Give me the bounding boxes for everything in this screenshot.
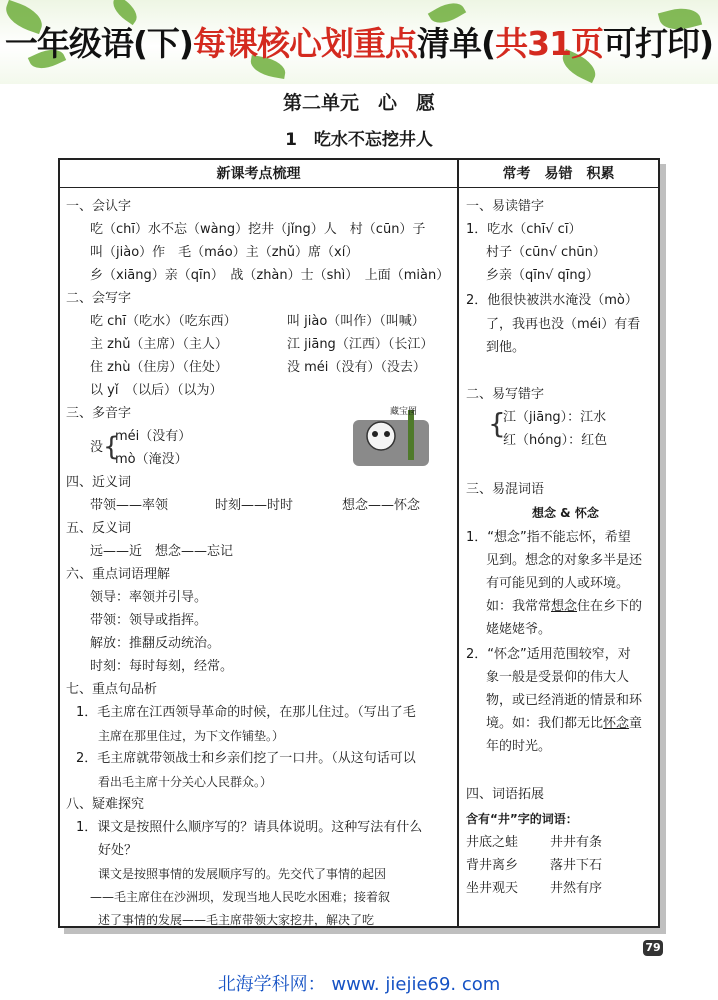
text-line: 主席在那里住过，为下文作铺垫。） xyxy=(98,729,285,743)
text-line: 想念——怀念 xyxy=(342,498,421,513)
text-line: 江 jiāng（江西）（长江） xyxy=(287,337,434,352)
text-line: 带领：领导或指挥。 xyxy=(90,613,208,628)
text-line: 没 méi（没有）（没去） xyxy=(287,360,426,375)
text-line: 见到。想念的对象多半是还 xyxy=(486,553,643,568)
text-line: 远——近 想念——忘记 xyxy=(90,544,234,559)
section-heading: 七、重点句品析 xyxy=(66,682,158,697)
text-line: 述了事情的发展——毛主席带领大家挖井，解决了吃 xyxy=(98,913,375,927)
text-line: 好处？ xyxy=(98,843,138,858)
text-line: 时刻：每时每刻，经常。 xyxy=(90,659,234,674)
section-heading: 三、易混词语 xyxy=(466,482,545,497)
footer-watermark: 北海学科网： www. jiejie69. com xyxy=(217,974,501,995)
text-line: ——毛主席住在沙洲坝，发现当地人民吃水困难；接着叙 xyxy=(90,890,391,904)
mascot-label: 藏宝图 xyxy=(390,407,418,417)
text-line: 如：我常常想念住在乡下的 xyxy=(486,599,643,614)
text-line: méi（没有） xyxy=(115,429,192,444)
section-heading: 二、会写字 xyxy=(66,291,132,306)
title-banner xyxy=(0,0,718,84)
text-line: 了，我再也没（méi）有看 xyxy=(486,317,641,332)
text-line: 红（hóng）：红色 xyxy=(503,433,608,448)
text-line: 主 zhǔ（主席）（主人） xyxy=(90,337,228,352)
polyphone-char: 没 xyxy=(90,440,104,455)
text-line: 解放：推翻反动统治。 xyxy=(90,636,221,651)
section-heading: 三、多音字 xyxy=(66,406,132,421)
text-line: 吃 chī（吃水）（吃东西） xyxy=(90,314,237,329)
section-heading: 四、近义词 xyxy=(66,475,132,490)
text-line: 井底之蛙 xyxy=(466,835,519,850)
character-face xyxy=(367,422,395,450)
text-line: 乡（xiāng）亲（qīn） 战（zhàn）士（shì） 上面（miàn） xyxy=(90,268,450,283)
text-line: 姥姥姥爷。 xyxy=(486,622,552,637)
text-line: 村子（cūn√ chūn） xyxy=(486,245,606,260)
text-line: 乡亲（qīn√ qīng） xyxy=(486,268,599,283)
brace-icon: { xyxy=(488,407,506,440)
mascot-illustration xyxy=(348,400,438,472)
unit-title: 第二单元 心 愿 xyxy=(282,92,435,114)
text-line: 有可能见到的人或环境。 xyxy=(486,576,630,591)
text-line: 井然有序 xyxy=(550,881,603,896)
section-heading: 五、反义词 xyxy=(66,521,132,536)
text-line: 1．吃水（chī√ cī） xyxy=(466,222,582,237)
text-line: 年的时光。 xyxy=(486,739,552,754)
text-line: 物，或已经消逝的情景和环 xyxy=(486,693,643,708)
text-line: 带领——率领 xyxy=(90,498,169,513)
text-line: 象一般是受景仰的伟大人 xyxy=(486,670,630,685)
text-line: 课文是按照事情的发展顺序写的。先交代了事情的起因 xyxy=(98,867,387,881)
text-line: 住 zhù（住房）（住处） xyxy=(90,360,228,375)
text-line: 1．“想念”指不能忘怀，希望 xyxy=(466,530,631,545)
text-line: 以 yǐ （以后）（以为） xyxy=(90,383,223,398)
subheading: 含有“井”字的词语： xyxy=(466,812,578,826)
section-heading: 六、重点词语理解 xyxy=(66,567,171,582)
column-divider xyxy=(457,158,459,928)
text-line: 1．毛主席在江西领导革命的时候，在那儿住过。（写出了毛 xyxy=(76,705,416,720)
right-column-header: 常考 易错 积累 xyxy=(459,160,658,188)
brace-icon: { xyxy=(103,432,120,462)
text-line: 领导：率领并引导。 xyxy=(90,590,208,605)
banner-title: 一年级语(下)每课核心划重点清单(共31页可打印) xyxy=(4,24,714,63)
left-column-header: 新课考点梳理 xyxy=(60,160,457,188)
section-heading: 四、词语拓展 xyxy=(466,787,545,802)
subheading: 想念 & 怀念 xyxy=(532,506,599,520)
section-heading: 一、易读错字 xyxy=(466,199,545,214)
text-line: 叫（jiào）作 毛（máo）主（zhǔ）席（xí） xyxy=(90,245,359,260)
text-line: 2．毛主席就带领战士和乡亲们挖了一口井。（从这句话可以 xyxy=(76,751,416,766)
text-line: 井井有条 xyxy=(550,835,603,850)
text-line: 背井离乡 xyxy=(466,858,519,873)
text-line: 江（jiāng）：江水 xyxy=(503,410,607,425)
page-number: 79 xyxy=(643,940,663,956)
text-line: 时刻——时时 xyxy=(215,498,294,513)
text-line: 看出毛主席十分关心人民群众。） xyxy=(98,775,273,789)
text-line: 叫 jiào（叫作）（叫喊） xyxy=(287,314,425,329)
text-line: 落井下石 xyxy=(550,858,603,873)
text-line: 境。如：我们都无比怀念童 xyxy=(486,716,643,731)
section-heading: 二、易写错字 xyxy=(466,387,545,402)
text-line: 2．“怀念”适用范围较窄，对 xyxy=(466,647,631,662)
text-line: 吃（chī）水不忘（wàng）挖井（jǐng）人 村（cūn）子 xyxy=(90,222,426,237)
lesson-title: 1 吃水不忘挖井人 xyxy=(285,130,433,150)
text-line: mò（淹没） xyxy=(115,452,188,467)
text-line: 坐井观天 xyxy=(466,881,519,896)
text-line: 2．他很快被洪水淹没（mò） xyxy=(466,293,638,308)
text-line: 到他。 xyxy=(486,340,526,355)
section-heading: 一、会认字 xyxy=(66,199,132,214)
text-line: 1．课文是按照什么顺序写的？请具体说明。这种写法有什么 xyxy=(76,820,423,835)
section-heading: 八、疑难探究 xyxy=(66,797,145,812)
